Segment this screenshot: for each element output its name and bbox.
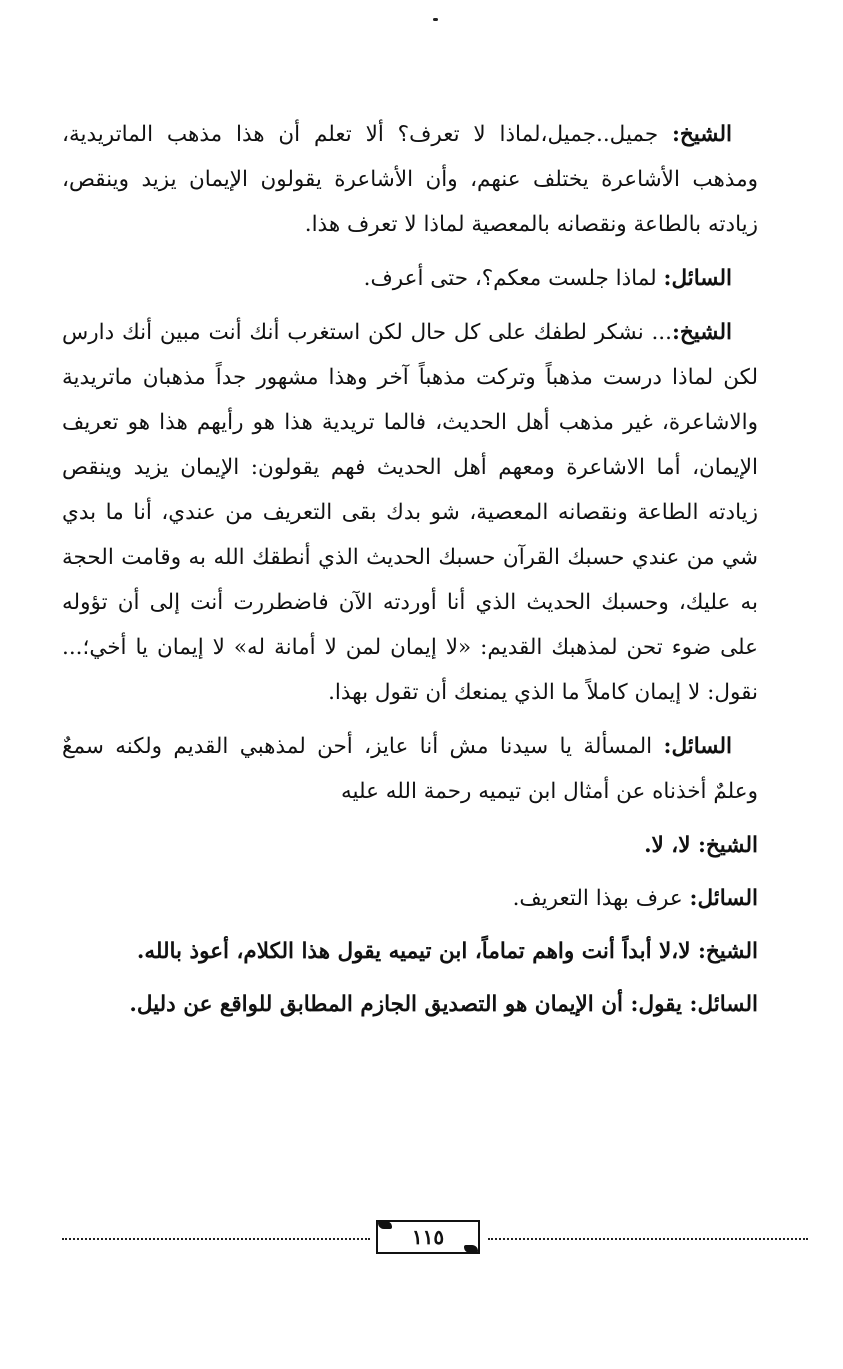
paragraph-questioner-2 bbox=[62, 724, 758, 814]
top-ink-mark bbox=[433, 18, 438, 21]
paragraph-sheikh-4 bbox=[62, 929, 758, 974]
paragraph-text: ... نشكر لطفك على كل حال لكن استغرب أنك أنت مبين أنك دارس لكن لماذا درست مذهباً وتركت مذهباً آخر وهذا مشهور جداً مذهبان ماتريدية والاشاعرة، غير مذهب أهل الحديث، فالما تريدية هذا هو رأيهم هذا هو تعريف الإيمان، أما الاشاعرة ومعهم أهل الحديث فهم يقولون: الإيمان يزيد وينقص زيادته الطاعة ونقصانه المعصية، شو بدك بقى التعريف من عندي، أنا ما بدي شي من عندي حسبك القرآن حسبك الحديث الذي أنطقك الله به وقامت الحجة به عليك، وحسبك الحديث الذي أنا أوردته الآن فاضطررت أنت إلى أن تؤوله على ضوء تحن لمذهبك القديم: «لا إيمان لمن لا أمانة له» لا إيمان يا أخي؛... نقول: لا إيمان كاملاً ما الذي يمنعك أن تقول بهذا. bbox=[62, 320, 758, 705]
paragraph-sheikh-2 bbox=[62, 310, 758, 715]
frame-bottom-border bbox=[376, 1252, 480, 1254]
speaker-label: السائل: bbox=[663, 734, 732, 759]
paragraph-questioner-3 bbox=[62, 876, 758, 921]
speaker-label: الشيخ: bbox=[697, 939, 758, 964]
paragraph-text: المسألة يا سيدنا مش أنا عايز، أحن لمذهبي القديم ولكنه سمعٌ وعلمٌ أخذناه عن أمثال ابن تيميه رحمة الله عليه bbox=[62, 734, 758, 804]
speaker-label: الشيخ: bbox=[671, 122, 732, 147]
paragraph-questioner-4 bbox=[62, 982, 758, 1027]
page-number: ١١٥ bbox=[411, 1225, 445, 1249]
footer-dotted-rule-left bbox=[62, 1238, 370, 1240]
paragraph-text: لماذا جلست معكم؟، حتى أعرف. bbox=[363, 266, 664, 291]
speaker-label: السائل: bbox=[689, 886, 758, 911]
speaker-label: الشيخ: bbox=[697, 833, 758, 858]
paragraph-text: جميل..جميل،لماذا لا تعرف؟ ألا تعلم أن هذا مذهب الماتريدية، ومذهب الأشاعرة يختلف عنهم، وأن الأشاعرة يقولون الإيمان يزيد وينقص، زيادته بالطاعة ونقصانه بالمعصية لماذا لا تعرف هذا. bbox=[62, 122, 758, 237]
paragraph-text: لا، لا. bbox=[644, 833, 698, 858]
footer-dotted-rule-right bbox=[488, 1238, 808, 1240]
paragraph-text: لا،لا أبداً أنت واهم تماماً، ابن تيميه يقول هذا الكلام، أعوذ بالله. bbox=[136, 939, 698, 964]
frame-top-border bbox=[376, 1220, 480, 1222]
paragraph-text: يقول: أن الإيمان هو التصديق الجازم المطابق للواقع عن دليل. bbox=[129, 992, 690, 1017]
page-number-frame bbox=[372, 1218, 484, 1256]
speaker-label: الشيخ: bbox=[671, 320, 732, 345]
paragraph-text: عرف بهذا التعريف. bbox=[512, 886, 690, 911]
page-body bbox=[62, 112, 758, 1035]
speaker-label: السائل: bbox=[663, 266, 732, 291]
paragraph-questioner-1 bbox=[62, 256, 758, 301]
page-footer bbox=[62, 1218, 808, 1258]
paragraph-sheikh-3 bbox=[62, 823, 758, 868]
speaker-label: السائل: bbox=[689, 992, 758, 1017]
paragraph-sheikh-1 bbox=[62, 112, 758, 247]
